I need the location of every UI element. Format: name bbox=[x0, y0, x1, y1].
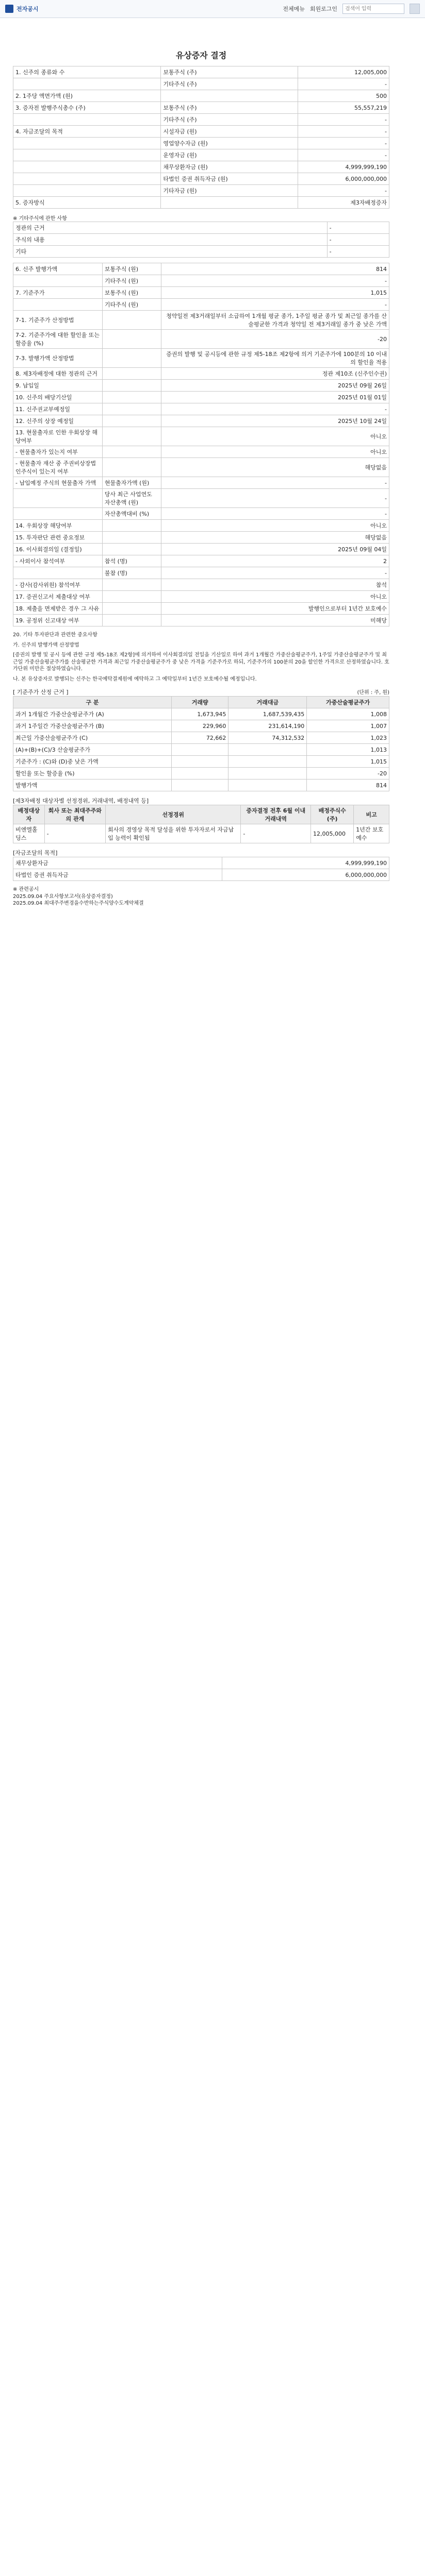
calc-cell: 814 bbox=[307, 779, 389, 791]
price-value: 아니오 bbox=[161, 427, 389, 446]
related-line: 2025.09.04 최대주주변경을수반하는주식양수도계약체결 bbox=[13, 901, 144, 906]
calc-cell: 기준주가 : (C)와 (D)중 낮은 가액 bbox=[13, 756, 172, 768]
main-row bbox=[13, 66, 389, 78]
calc-cell bbox=[228, 779, 307, 791]
price-label: 10. 신주의 배당기산일 bbox=[13, 392, 103, 403]
search-input[interactable] bbox=[342, 4, 404, 14]
other-stock-title: ※ 기타주식에 관한 사항 bbox=[13, 216, 67, 222]
price-label: 7. 기준주가 bbox=[13, 287, 103, 299]
other-stock-table bbox=[13, 222, 389, 258]
price-label: 9. 납입일 bbox=[13, 380, 103, 392]
price-label: - 감사(감사위원) 참석여부 bbox=[13, 579, 103, 591]
other-stock-label: 주식의 내용 bbox=[13, 234, 328, 246]
calc-row bbox=[13, 708, 389, 720]
calc-cell bbox=[171, 779, 228, 791]
allocation-header: 배정주식수 (주) bbox=[311, 805, 354, 824]
price-value: 해당없음 bbox=[161, 532, 389, 544]
price-label: 18. 제출을 면제받은 경우 그 사유 bbox=[13, 603, 103, 615]
allocation-cell: 회사의 경영상 목적 달성을 위한 투자자로서 자금납입 능력이 확인됨 bbox=[106, 824, 241, 843]
document-title: 유상증자 결정 bbox=[175, 50, 227, 60]
main-label bbox=[13, 185, 161, 197]
funds-value: 6,000,000,000 bbox=[222, 869, 389, 881]
calc-row bbox=[13, 744, 389, 756]
main-sub bbox=[161, 197, 298, 209]
price-sub bbox=[102, 532, 161, 544]
price-sub: 불참 (명) bbox=[102, 567, 161, 579]
main-value: - bbox=[298, 78, 389, 90]
calc-header: 거래대금 bbox=[228, 697, 307, 708]
main-row bbox=[13, 114, 389, 126]
main-row bbox=[13, 185, 389, 197]
calc-header: 거래량 bbox=[171, 697, 228, 708]
price-value: 2 bbox=[161, 555, 389, 567]
other-stock-label: 기타 bbox=[13, 246, 328, 258]
main-value: 4,999,999,190 bbox=[298, 161, 389, 173]
calc-cell bbox=[228, 768, 307, 779]
price-row bbox=[13, 508, 389, 520]
calc-row bbox=[13, 779, 389, 791]
funds-label: 타법인 증권 취득자금 bbox=[13, 869, 222, 881]
price-value: 1,015 bbox=[161, 287, 389, 299]
price-sub bbox=[102, 458, 161, 477]
main-sub: 영업양수자금 (원) bbox=[161, 138, 298, 149]
logo-text: 전자공시 bbox=[17, 6, 39, 12]
main-sub: 채무상환자금 (원) bbox=[161, 161, 298, 173]
price-value: -20 bbox=[161, 330, 389, 349]
price-row bbox=[13, 368, 389, 380]
calc-cell: (A)+(B)+(C)/3 산술평균주가 bbox=[13, 744, 172, 756]
calc-cell: 229,960 bbox=[171, 720, 228, 732]
price-sub bbox=[102, 520, 161, 532]
price-label: 8. 제3자배정에 대한 정관의 근거 bbox=[13, 368, 103, 380]
price-label: 14. 우회상장 해당여부 bbox=[13, 520, 103, 532]
price-sub: 현물출자가액 (원) bbox=[102, 477, 161, 489]
allocation-header: 비고 bbox=[354, 805, 389, 824]
main-row bbox=[13, 90, 389, 102]
price-sub bbox=[102, 403, 161, 415]
allocation-header: 선정경위 bbox=[106, 805, 241, 824]
price-row bbox=[13, 263, 389, 275]
other-stock-section bbox=[13, 214, 389, 258]
price-sub: 기타주식 (원) bbox=[102, 275, 161, 287]
calc-cell bbox=[171, 768, 228, 779]
price-label bbox=[13, 299, 103, 311]
related-line: ※ 관련공시 bbox=[13, 887, 39, 892]
allocation-table bbox=[13, 805, 389, 843]
price-row bbox=[13, 603, 389, 615]
main-value: 제3자배정증자 bbox=[298, 197, 389, 209]
main-label bbox=[13, 161, 161, 173]
funds-value: 4,999,999,190 bbox=[222, 857, 389, 869]
price-label: 7-2. 기준주가에 대한 할인율 또는 할증율 (%) bbox=[13, 330, 103, 349]
funds-label: 채무상환자금 bbox=[13, 857, 222, 869]
price-row bbox=[13, 544, 389, 555]
price-row bbox=[13, 415, 389, 427]
other-stock-value: - bbox=[327, 234, 389, 246]
price-row bbox=[13, 330, 389, 349]
calc-cell: 과거 1주일간 가중산술평균주가 (B) bbox=[13, 720, 172, 732]
funds-table bbox=[13, 857, 389, 881]
other-stock-row bbox=[13, 246, 389, 258]
price-sub bbox=[102, 603, 161, 615]
price-table bbox=[13, 263, 389, 626]
price-sub bbox=[102, 330, 161, 349]
calc-cell: 최근일 가중산술평균주가 (C) bbox=[13, 732, 172, 744]
calc-cell bbox=[171, 744, 228, 756]
price-value: 2025년 09월 26일 bbox=[161, 380, 389, 392]
main-table bbox=[13, 66, 389, 209]
price-value: 해당없음 bbox=[161, 458, 389, 477]
price-row bbox=[13, 349, 389, 368]
price-label: 17. 증권신고서 제출대상 여부 bbox=[13, 591, 103, 603]
main-sub: 기타주식 (주) bbox=[161, 114, 298, 126]
top-actions bbox=[283, 4, 420, 14]
note-line: 20. 기타 투자판단과 관련한 중요사항 bbox=[13, 632, 97, 638]
price-label: - 현물출자 재산 중 주권비상장법인주식이 있는지 여부 bbox=[13, 458, 103, 477]
note-line: 나. 본 유상증자로 발행되는 신주는 한국예탁결제원에 예탁하고 그 예탁일부터 1년간 보호예수될 예정입니다. bbox=[13, 676, 257, 682]
main-label: 3. 증자전 발행주식총수 (주) bbox=[13, 102, 161, 114]
price-sub bbox=[102, 392, 161, 403]
main-label bbox=[13, 114, 161, 126]
price-label: 16. 이사회결의일 (결정일) bbox=[13, 544, 103, 555]
price-sub: 보통주식 (원) bbox=[102, 263, 161, 275]
price-label: 11. 신주권교부예정일 bbox=[13, 403, 103, 415]
price-row bbox=[13, 489, 389, 508]
main-value: 500 bbox=[298, 90, 389, 102]
calc-row bbox=[13, 720, 389, 732]
calc-cell: 할인율 또는 할증율 (%) bbox=[13, 768, 172, 779]
main-table-section bbox=[13, 66, 389, 209]
price-label: 13. 현물출자로 인한 우회상장 해당여부 bbox=[13, 427, 103, 446]
calc-cell: 1,013 bbox=[307, 744, 389, 756]
price-value: 발행인으로부터 1년간 보호예수 bbox=[161, 603, 389, 615]
calc-cell: 과거 1개월간 가중산술평균주가 (A) bbox=[13, 708, 172, 720]
main-sub: 운영자금 (원) bbox=[161, 149, 298, 161]
main-label: 2. 1주당 액면가액 (원) bbox=[13, 90, 161, 102]
calc-cell: -20 bbox=[307, 768, 389, 779]
calc-cell: 1,008 bbox=[307, 708, 389, 720]
calc-unit: (단위 : 주, 원) bbox=[357, 690, 389, 696]
price-row bbox=[13, 532, 389, 544]
price-row bbox=[13, 287, 389, 299]
allocation-cell: - bbox=[44, 824, 106, 843]
other-stock-value: - bbox=[327, 222, 389, 234]
price-value: - bbox=[161, 508, 389, 520]
calc-header: 가중산술평균주가 bbox=[307, 697, 389, 708]
price-row bbox=[13, 567, 389, 579]
calc-cell: 1,007 bbox=[307, 720, 389, 732]
price-value: 2025년 01월 01일 bbox=[161, 392, 389, 403]
price-row bbox=[13, 615, 389, 626]
calc-title: [ 기준주가 산정 근거 ] bbox=[13, 689, 69, 696]
calc-header: 구 분 bbox=[13, 697, 172, 708]
main-value: 55,557,219 bbox=[298, 102, 389, 114]
price-value: - bbox=[161, 403, 389, 415]
allocation-section bbox=[13, 796, 389, 843]
logo-icon bbox=[5, 5, 13, 13]
price-sub bbox=[102, 591, 161, 603]
price-sub bbox=[102, 415, 161, 427]
main-sub: 보통주식 (주) bbox=[161, 102, 298, 114]
allocation-row bbox=[13, 824, 389, 843]
price-label: 7-1. 기준주가 산정방법 bbox=[13, 311, 103, 330]
price-value: 아니오 bbox=[161, 446, 389, 458]
calc-row bbox=[13, 756, 389, 768]
price-sub bbox=[102, 349, 161, 368]
funds-section bbox=[13, 849, 389, 881]
funds-row bbox=[13, 857, 389, 869]
price-value: - bbox=[161, 567, 389, 579]
price-sub: 기타주식 (원) bbox=[102, 299, 161, 311]
price-row bbox=[13, 427, 389, 446]
price-sub bbox=[102, 427, 161, 446]
other-stock-row bbox=[13, 234, 389, 246]
allocation-header: 배정대상자 bbox=[13, 805, 45, 824]
note-line: 가. 신주의 발행가액 산정방법 bbox=[13, 642, 79, 648]
price-value: 미해당 bbox=[161, 615, 389, 626]
funds-row bbox=[13, 869, 389, 881]
price-value: 참석 bbox=[161, 579, 389, 591]
main-value: - bbox=[298, 138, 389, 149]
price-row bbox=[13, 299, 389, 311]
price-value: 청약일전 제3거래일부터 소급하여 1개월 평균 종가, 1주일 평균 종가 및 최근일 종가를 산술평균한 가격과 청약일 전 제3거래일 종가 중 낮은 가액 bbox=[161, 311, 389, 330]
price-value: 아니오 bbox=[161, 520, 389, 532]
main-label bbox=[13, 78, 161, 90]
calc-cell bbox=[171, 756, 228, 768]
other-stock-label: 정관의 근거 bbox=[13, 222, 328, 234]
main-row bbox=[13, 149, 389, 161]
price-label bbox=[13, 489, 103, 508]
document-content bbox=[13, 49, 389, 912]
price-row bbox=[13, 477, 389, 489]
main-row bbox=[13, 197, 389, 209]
note-line: [증권의 발행 및 공시 등에 관한 규정 제5-18조 제2항]에 의거하여 이사회결의일 전일을 기산일로 하여 과거 1개월간 가중산술평균주가, 1주일 가중산술평균주가 및 최근일 가중산술평균주가를 산술평균한 가격과 최근일 가중산술평균주가 중 낮은 가격을 기준주가로 하되, 기준주가의 100분의 20을 할인한 가격으로 산정하였습니다. 호가단위 미만은 절상하였습니다. bbox=[13, 652, 389, 672]
price-row bbox=[13, 579, 389, 591]
other-stock-value: - bbox=[327, 246, 389, 258]
price-label: 15. 투자판단 관련 중요정보 bbox=[13, 532, 103, 544]
other-stock-row bbox=[13, 222, 389, 234]
price-sub: 자산총액대비 (%) bbox=[102, 508, 161, 520]
price-value: 증권의 발행 및 공시등에 관한 규정 제5-18조 제2항에 의거 기준주가에 100분의 10 이내의 할인율 적용 bbox=[161, 349, 389, 368]
main-label: 5. 증자방식 bbox=[13, 197, 161, 209]
notes bbox=[13, 632, 389, 683]
main-sub bbox=[161, 90, 298, 102]
main-value: - bbox=[298, 185, 389, 197]
calc-cell: 1,673,945 bbox=[171, 708, 228, 720]
search-icon[interactable] bbox=[410, 4, 420, 14]
price-sub bbox=[102, 544, 161, 555]
price-value: 2025년 09월 04일 bbox=[161, 544, 389, 555]
related-disclosures bbox=[13, 886, 389, 907]
price-value: - bbox=[161, 275, 389, 287]
allocation-cell: - bbox=[241, 824, 311, 843]
price-value: - bbox=[161, 489, 389, 508]
allocation-cell: 비엔엘홀딩스 bbox=[13, 824, 45, 843]
price-label: 7-3. 발행가액 산정방법 bbox=[13, 349, 103, 368]
calc-cell: 1,687,539,435 bbox=[228, 708, 307, 720]
main-sub: 기타주식 (주) bbox=[161, 78, 298, 90]
site-logo[interactable] bbox=[5, 5, 39, 13]
main-label: 4. 자금조달의 목적 bbox=[13, 126, 161, 138]
price-sub bbox=[102, 380, 161, 392]
price-sub: 참석 (명) bbox=[102, 555, 161, 567]
main-value: - bbox=[298, 114, 389, 126]
price-row bbox=[13, 403, 389, 415]
price-value: 2025년 10월 24일 bbox=[161, 415, 389, 427]
price-sub bbox=[102, 446, 161, 458]
main-value: - bbox=[298, 126, 389, 138]
main-label bbox=[13, 173, 161, 185]
price-row bbox=[13, 275, 389, 287]
calc-cell: 발행가액 bbox=[13, 779, 172, 791]
main-sub: 타법인 증권 취득자금 (원) bbox=[161, 173, 298, 185]
main-value: 6,000,000,000 bbox=[298, 173, 389, 185]
menu-link[interactable]: 전체메뉴 bbox=[283, 6, 305, 12]
price-sub bbox=[102, 579, 161, 591]
price-row bbox=[13, 380, 389, 392]
calc-row bbox=[13, 732, 389, 744]
related-line: 2025.09.04 주요사항보고서(유상증자결정) bbox=[13, 893, 113, 900]
price-row bbox=[13, 446, 389, 458]
main-sub: 기타자금 (원) bbox=[161, 185, 298, 197]
price-row bbox=[13, 458, 389, 477]
calc-section bbox=[13, 688, 389, 791]
price-label bbox=[13, 567, 103, 579]
price-label: 6. 신주 발행가액 bbox=[13, 263, 103, 275]
price-sub: 보통주식 (원) bbox=[102, 287, 161, 299]
price-value: - bbox=[161, 477, 389, 489]
calc-cell bbox=[228, 756, 307, 768]
main-value: - bbox=[298, 149, 389, 161]
price-sub bbox=[102, 311, 161, 330]
price-value: 정관 제10조 (신주인수권) bbox=[161, 368, 389, 380]
price-label bbox=[13, 508, 103, 520]
calc-cell: 1,023 bbox=[307, 732, 389, 744]
main-label bbox=[13, 149, 161, 161]
price-row bbox=[13, 520, 389, 532]
funds-title: [자금조달의 목적] bbox=[13, 850, 58, 856]
price-row bbox=[13, 591, 389, 603]
main-label: 1. 신주의 종류와 수 bbox=[13, 66, 161, 78]
price-value: 814 bbox=[161, 263, 389, 275]
allocation-header: 증자결정 전후 6월 이내 거래내역 bbox=[241, 805, 311, 824]
price-sub bbox=[102, 615, 161, 626]
price-label: 19. 공정위 신고대상 여부 bbox=[13, 615, 103, 626]
main-label bbox=[13, 138, 161, 149]
allocation-cell: 1년간 보호예수 bbox=[354, 824, 389, 843]
price-row bbox=[13, 392, 389, 403]
main-row bbox=[13, 102, 389, 114]
calc-cell: 72,662 bbox=[171, 732, 228, 744]
price-value: 아니오 bbox=[161, 591, 389, 603]
allocation-title: [제3자배정 대상자별 선정경위, 거래내역, 배정내역 등] bbox=[13, 798, 149, 804]
main-value: 12,005,000 bbox=[298, 66, 389, 78]
price-label: 12. 신주의 상장 예정일 bbox=[13, 415, 103, 427]
login-link[interactable]: 회원로그인 bbox=[309, 6, 337, 12]
price-table-section bbox=[13, 263, 389, 626]
calc-cell: 74,312,532 bbox=[228, 732, 307, 744]
price-label: - 납입예정 주식의 현물출자 가액 bbox=[13, 477, 103, 489]
allocation-cell: 12,005,000 bbox=[311, 824, 354, 843]
price-value: - bbox=[161, 299, 389, 311]
calc-cell: 231,614,190 bbox=[228, 720, 307, 732]
main-row bbox=[13, 161, 389, 173]
price-label: - 현물출자가 있는지 여부 bbox=[13, 446, 103, 458]
calc-row bbox=[13, 768, 389, 779]
top-bar bbox=[0, 0, 425, 18]
main-row bbox=[13, 126, 389, 138]
main-sub: 시설자금 (원) bbox=[161, 126, 298, 138]
price-label: - 사외이사 참석여부 bbox=[13, 555, 103, 567]
price-row bbox=[13, 555, 389, 567]
main-row bbox=[13, 138, 389, 149]
calc-cell bbox=[228, 744, 307, 756]
main-row bbox=[13, 78, 389, 90]
price-sub: 당사 최근 사업연도 자산총액 (원) bbox=[102, 489, 161, 508]
calc-table bbox=[13, 696, 389, 791]
allocation-header: 회사 또는 최대주주와의 관계 bbox=[44, 805, 106, 824]
calc-cell: 1,015 bbox=[307, 756, 389, 768]
price-row bbox=[13, 311, 389, 330]
main-sub: 보통주식 (주) bbox=[161, 66, 298, 78]
price-sub bbox=[102, 368, 161, 380]
price-label bbox=[13, 275, 103, 287]
main-row bbox=[13, 173, 389, 185]
